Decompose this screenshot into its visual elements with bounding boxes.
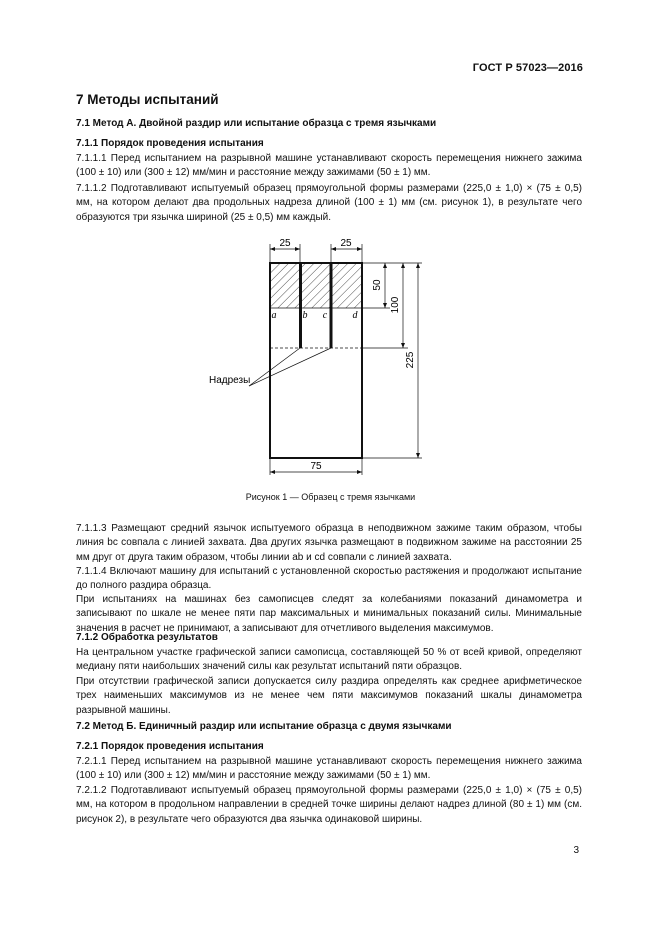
- subsection-7-2-title: 7.2 Метод Б. Единичный раздир или испытание образца с двумя язычками: [76, 721, 452, 732]
- subsection-7-1-1-title: 7.1.1 Порядок проведения испытания: [76, 138, 264, 149]
- subsection-7-1-title: 7.1 Метод А. Двойной раздир или испытание образца с тремя язычками: [76, 118, 437, 129]
- subsection-7-1-2-title: 7.1.2 Обработка результатов: [76, 632, 218, 643]
- point-label-d: d: [352, 310, 358, 321]
- point-label-a: a: [271, 310, 277, 321]
- paragraph-7-1-1-4: 7.1.1.4 Включают машину для испытаний с установленной скоростью растяжения и продолжают испытание до полного раздира образца.: [76, 566, 582, 592]
- dim-label-225: 225: [405, 351, 416, 369]
- section-title: 7 Методы испытаний: [76, 92, 219, 107]
- paragraph-7-2-1-2: 7.2.1.2 Подготавливают испытуемый образец прямоугольной формы размерами (225,0 ± 1,0) × (75 ± 0,5) мм, на котором в продольном направлении в средней точке ширины делают надрез длиной (80 ± 1) мм (см. рисунок 2), в результате чего образуются два язычка одинаковой ширины.: [76, 785, 582, 825]
- dim-label-100: 100: [390, 296, 401, 314]
- dim-label-50: 50: [372, 279, 383, 291]
- clamp-zone-left: [270, 263, 300, 308]
- point-label-b: b: [302, 310, 308, 321]
- point-label-c: c: [322, 310, 328, 321]
- paragraph-7-1-1-3: 7.1.1.3 Размещают средний язычок испытуемого образца в неподвижном зажиме таким образом, чтобы линия bc совпала с линией захвата. Два других язычка размещают в подвижном зажиме на расстоянии 25 мм друг от друга таким образом, чтобы линии ab и cd совпали с линией захвата.: [76, 523, 582, 563]
- subsection-7-2-1-title: 7.2.1 Порядок проведения испытания: [76, 741, 264, 752]
- paragraph-self-recording: При испытаниях на машинах без самописцев следят за колебаниями показаний динамометра и записывают по шкале не менее пяти пар максимальных и минимальных показаний силы. Минимальные значения в расчет не принимают, а записывают для отчетливого выделения максимумов.: [76, 594, 582, 634]
- cuts-label: Надрезы: [209, 375, 251, 386]
- figure-1-caption: Рисунок 1 — Образец с тремя язычками: [245, 492, 416, 502]
- paragraph-7-2-1-1: 7.2.1.1 Перед испытанием на разрывной машине устанавливают скорость перемещения нижнего зажима (100 ± 10) или (300 ± 12) мм/мин и расстояние между зажимами (50 ± 1) мм.: [76, 756, 582, 782]
- page-number: 3: [573, 845, 579, 856]
- standard-number: ГОСТ Р 57023—2016: [472, 62, 583, 74]
- paragraph-processing-2: При отсутствии графической записи допускается силу раздира определять как среднее арифметическое трех наименьших максимумов из не менее чем пяти максимумов показаний шкалы динамометра разрывной машины.: [76, 676, 582, 716]
- paragraph-7-1-1-2: 7.1.1.2 Подготавливают испытуемый образец прямоугольной формы размерами (225,0 ± 1,0) × (75 ± 0,5) мм, на котором делают два продольных надреза длиной (100 ± 1) мм (см. рисунок 1), в результате чего образуются три язычка шириной (25 ± 0,5) мм каждый.: [76, 183, 582, 223]
- dim-label-75: 75: [310, 461, 322, 472]
- clamp-zone-right: [332, 263, 362, 308]
- paragraph-processing-1: На центральном участке графической записи самописца, составляющей 50 % от всей кривой, определяют медиану пяти наибольших значений силы как результат испытаний пяти образцов.: [76, 647, 582, 673]
- dim-label-25-left: 25: [279, 238, 291, 249]
- figure-1-specimen-diagram: [190, 235, 440, 475]
- cuts-leader-right: [249, 348, 331, 386]
- cuts-leader-left: [249, 348, 300, 386]
- dim-label-25-right: 25: [340, 238, 352, 249]
- clamp-zone-middle: [302, 263, 330, 308]
- paragraph-7-1-1-1: 7.1.1.1 Перед испытанием на разрывной машине устанавливают скорость перемещения нижнего зажима (100 ± 10) или (300 ± 12) мм/мин и расстояние между зажимами (50 ± 1) мм.: [76, 153, 582, 179]
